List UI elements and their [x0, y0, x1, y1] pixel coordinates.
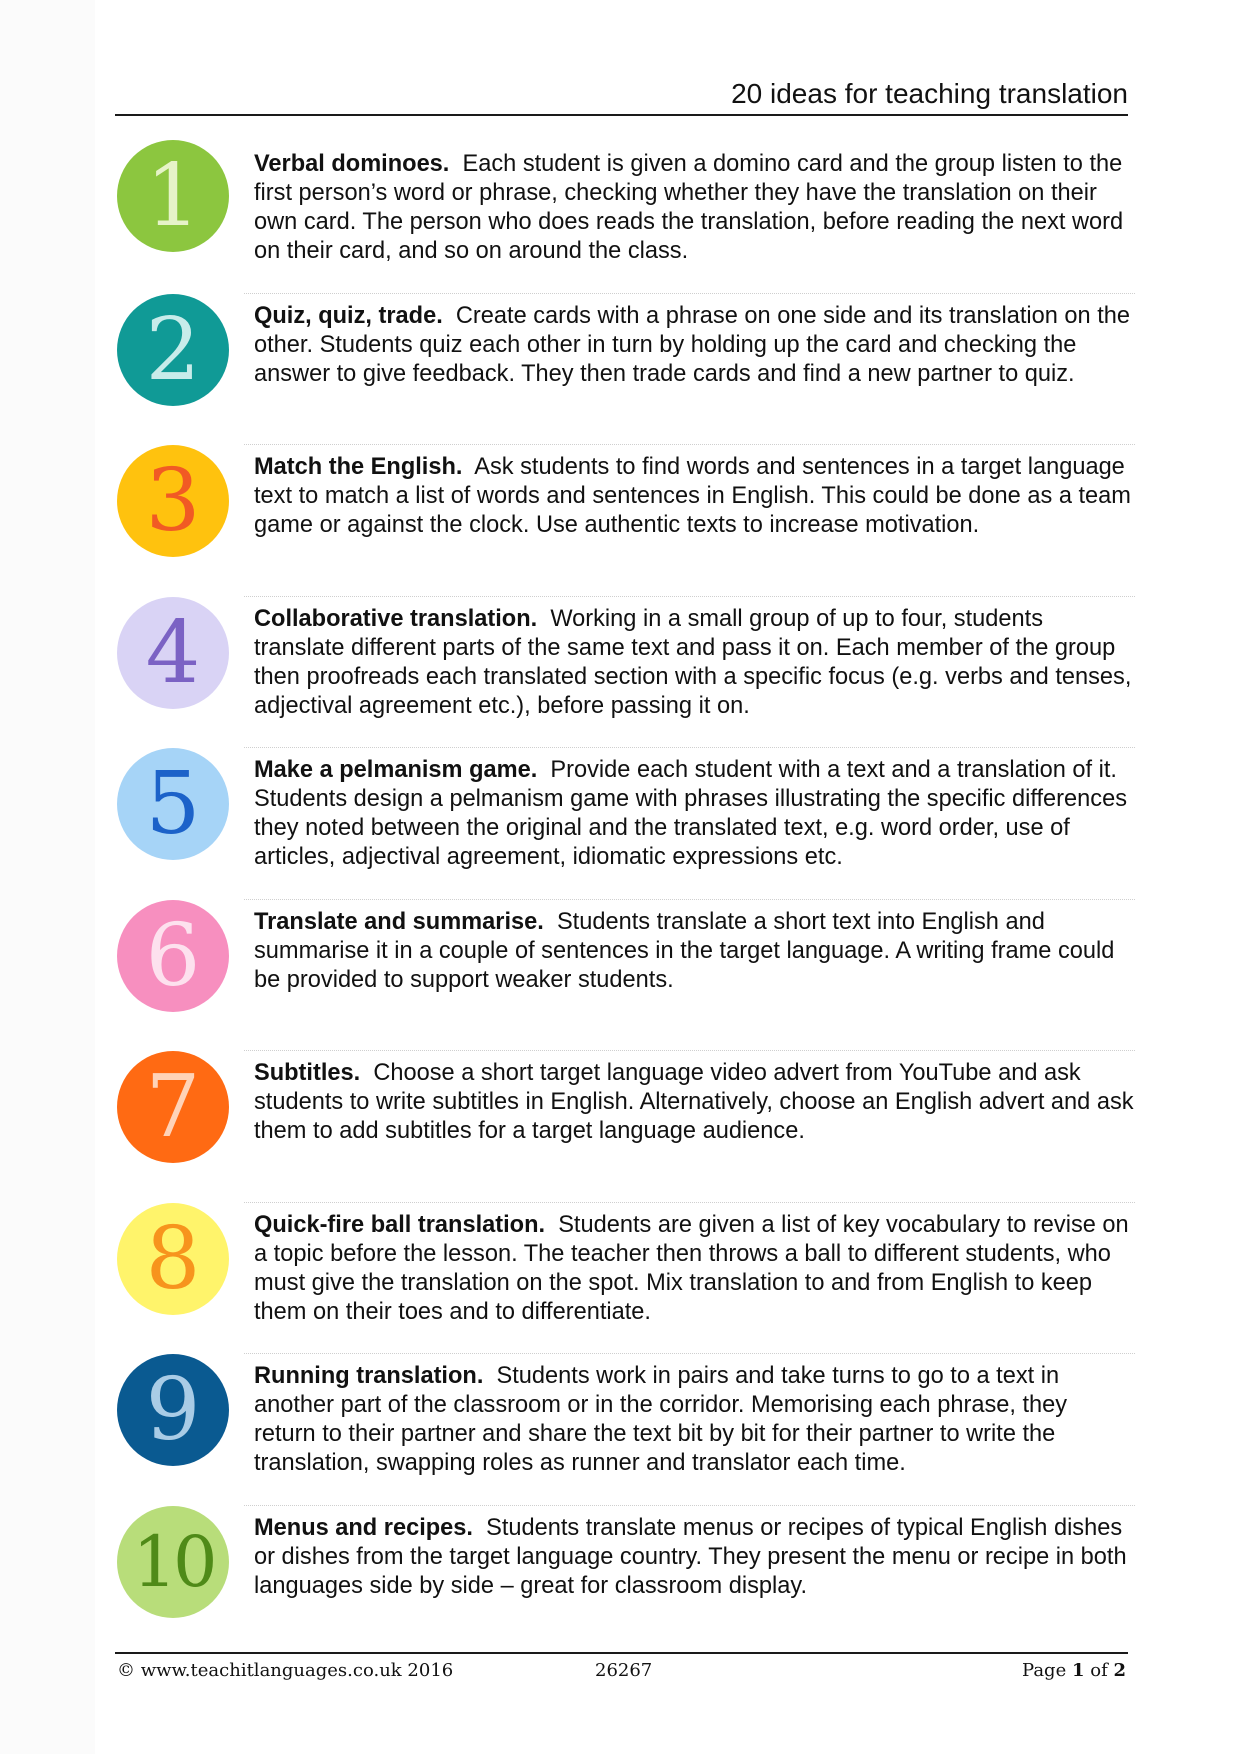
idea-text [254, 1059, 1134, 1146]
idea-title: Quiz, quiz, trade. [254, 302, 443, 329]
idea-description: Each student is given a domino card and the group listen to the first person’s word or phrase, checking whether they have the translation on their own card. The person who does reads the translation, before reading the next word on their card, and so on around the class. [254, 151, 1124, 264]
page-total: 2 [1113, 1660, 1126, 1681]
idea-text [254, 150, 1134, 266]
idea-description: Students translate a short text into English and summarise it in a couple of sentences in the target language. A writing frame could be provided to support weaker students. [254, 908, 1115, 993]
idea-text [254, 908, 1134, 995]
idea-text [254, 605, 1134, 721]
idea-title: Menus and recipes. [254, 1514, 473, 1541]
idea-item [115, 142, 1135, 294]
number-circle-icon: 5 [117, 748, 229, 860]
idea-item [115, 748, 1135, 900]
idea-title: Running translation. [254, 1363, 484, 1389]
idea-item [115, 1354, 1135, 1506]
number-circle-icon: 7 [117, 1051, 229, 1163]
ideas-list [115, 142, 1135, 1657]
page-margin [0, 0, 95, 1754]
idea-description: Working in a small group of up to four, students translate different parts of the same text and pass it on. Each member of the group then proofreads each translated section with a specific focus (e.g. verbs and tenses, adjectival agreement etc.), before passing it on. [254, 605, 1132, 719]
page-word: Page [1022, 1660, 1067, 1681]
resource-code: 26267 [595, 1660, 653, 1681]
number-circle-icon: 6 [117, 900, 229, 1012]
copyright-text: © www.teachitlanguages.co.uk 2016 [117, 1660, 454, 1681]
idea-title: Subtitles. [254, 1060, 361, 1086]
idea-text [254, 756, 1134, 872]
idea-text [254, 1514, 1134, 1601]
idea-description: Create cards with a phrase on one side and its translation on the other. Students quiz each other in turn by holding up the card and checking the answer to give feedback. They then trade cards and find a new partner to quiz. [254, 302, 1131, 387]
page-footer [115, 1652, 1128, 1690]
idea-description: Provide each student with a text and a translation of it. Students design a pelmanism game with phrases illustrating the specific differences they noted between the original and the translated text, e.g. word order, use of articles, adjectival agreement, idiomatic expressions etc. [254, 757, 1127, 870]
idea-item [115, 900, 1135, 1052]
idea-description: Students translate menus or recipes of typical English dishes or dishes from the target language country. They present the menu or recipe in both languages side by side – great for classroom display. [254, 1514, 1127, 1599]
idea-item [115, 1203, 1135, 1355]
idea-item [115, 1506, 1135, 1658]
idea-item [115, 445, 1135, 597]
page-title: 20 ideas for teaching translation [731, 78, 1128, 109]
idea-description: Students work in pairs and take turns to go to a text in another part of the classroom or in the corridor. Memorising each phrase, they return to their partner and share the text bit by bit for their partner to write the translation, swapping roles as runner and translator each time. [254, 1363, 1068, 1476]
idea-text [254, 1211, 1134, 1327]
idea-item [115, 597, 1135, 749]
idea-title: Collaborative translation. [254, 605, 538, 632]
idea-title: Match the English. [254, 454, 463, 480]
number-circle-icon: 8 [117, 1203, 229, 1315]
page-of: of [1090, 1660, 1108, 1681]
idea-title: Verbal dominoes. [254, 151, 450, 177]
number-circle-icon: 1 [117, 140, 229, 252]
idea-title: Translate and summarise. [254, 908, 544, 935]
number-circle-icon: 10 [117, 1506, 229, 1618]
idea-description: Choose a short target language video advert from YouTube and ask students to write subtitles in English. Alternatively, choose an English advert and ask them to add subtitles for a target language audience. [254, 1060, 1134, 1144]
number-circle-icon: 9 [117, 1354, 229, 1466]
idea-description: Ask students to find words and sentences in a target language text to match a list of words and sentences in English. This could be done as a team game or against the clock. Use authentic texts to increase motivation. [254, 454, 1131, 538]
number-circle-icon: 2 [117, 294, 229, 406]
idea-item [115, 294, 1135, 446]
idea-text [254, 453, 1134, 540]
page-number [1022, 1660, 1126, 1681]
number-circle-icon: 4 [117, 597, 229, 709]
idea-title: Make a pelmanism game. [254, 757, 538, 783]
idea-description: Students are given a list of key vocabulary to revise on a topic before the lesson. The teacher then throws a ball to different students, who must give the translation on the spot. Mix translation to and from English to keep them on their toes and to differentiate. [254, 1211, 1129, 1325]
page-current: 1 [1071, 1660, 1085, 1681]
page-header [115, 70, 1128, 116]
idea-item [115, 1051, 1135, 1203]
idea-text [254, 1362, 1134, 1478]
idea-text [254, 302, 1134, 389]
idea-title: Quick-fire ball translation. [254, 1211, 546, 1238]
number-circle-icon: 3 [117, 445, 229, 557]
